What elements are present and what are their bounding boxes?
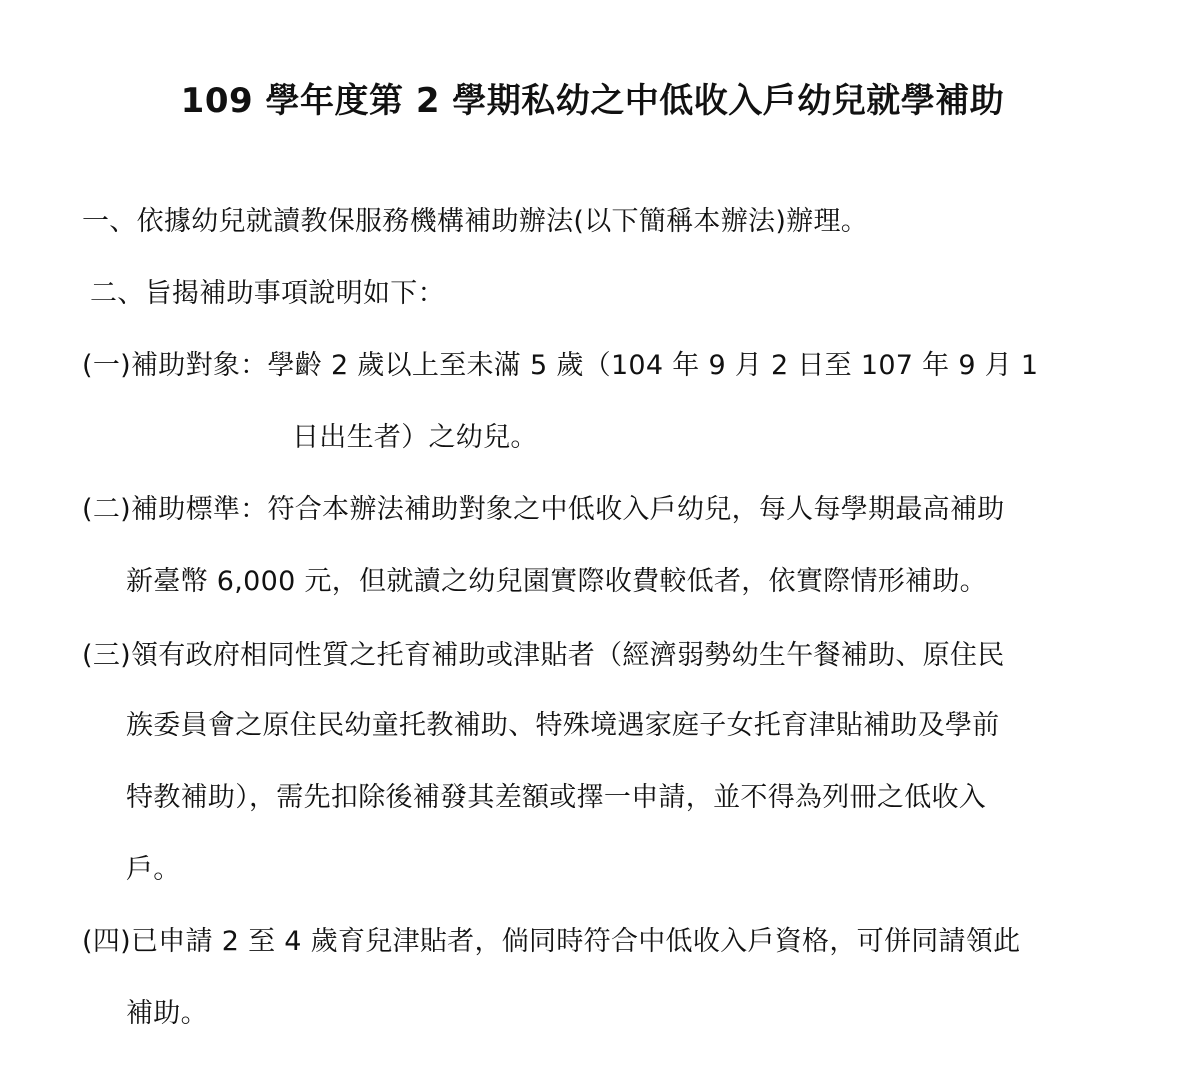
item-3-line-4: 戶。: [126, 854, 181, 885]
item-3-line-3: 特教補助），需先扣除後補發其差額或擇一申請，並不得為列冊之低收入: [126, 782, 987, 813]
item-2-line-1: (二)補助標準：符合本辦法補助對象之中低收入戶幼兒，每人每學期最高補助: [82, 494, 1005, 525]
item-1-line-2: 日出生者）之幼兒。: [292, 422, 538, 453]
item-3-line-1: (三)領有政府相同性質之托育補助或津貼者（經濟弱勢幼生午餐補助、原住民: [82, 640, 1005, 671]
paragraph-2-line: 二、旨揭補助事項說明如下：: [90, 278, 445, 309]
item-4-line-1: (四)已申請 2 至 4 歲育兒津貼者，倘同時符合中低收入戶資格，可併同請領此: [82, 926, 1021, 957]
item-4-line-2: 補助。: [126, 998, 208, 1029]
item-1-line-1: (一)補助對象：學齡 2 歲以上至未滿 5 歲（104 年 9 月 2 日至 107 年 9 月 1: [82, 350, 1039, 381]
item-3-line-2: 族委員會之原住民幼童托教補助、特殊境遇家庭子女托育津貼補助及學前: [126, 710, 1000, 741]
item-2-line-2: 新臺幣 6,000 元，但就讀之幼兒園實際收費較低者，依實際情形補助。: [126, 566, 987, 597]
paragraph-1-line: 一、依據幼兒就讀教保服務機構補助辦法(以下簡稱本辦法)辦理。: [82, 206, 869, 237]
document-title: 109 學年度第 2 學期私幼之中低收入戶幼兒就學補助: [180, 80, 1005, 121]
